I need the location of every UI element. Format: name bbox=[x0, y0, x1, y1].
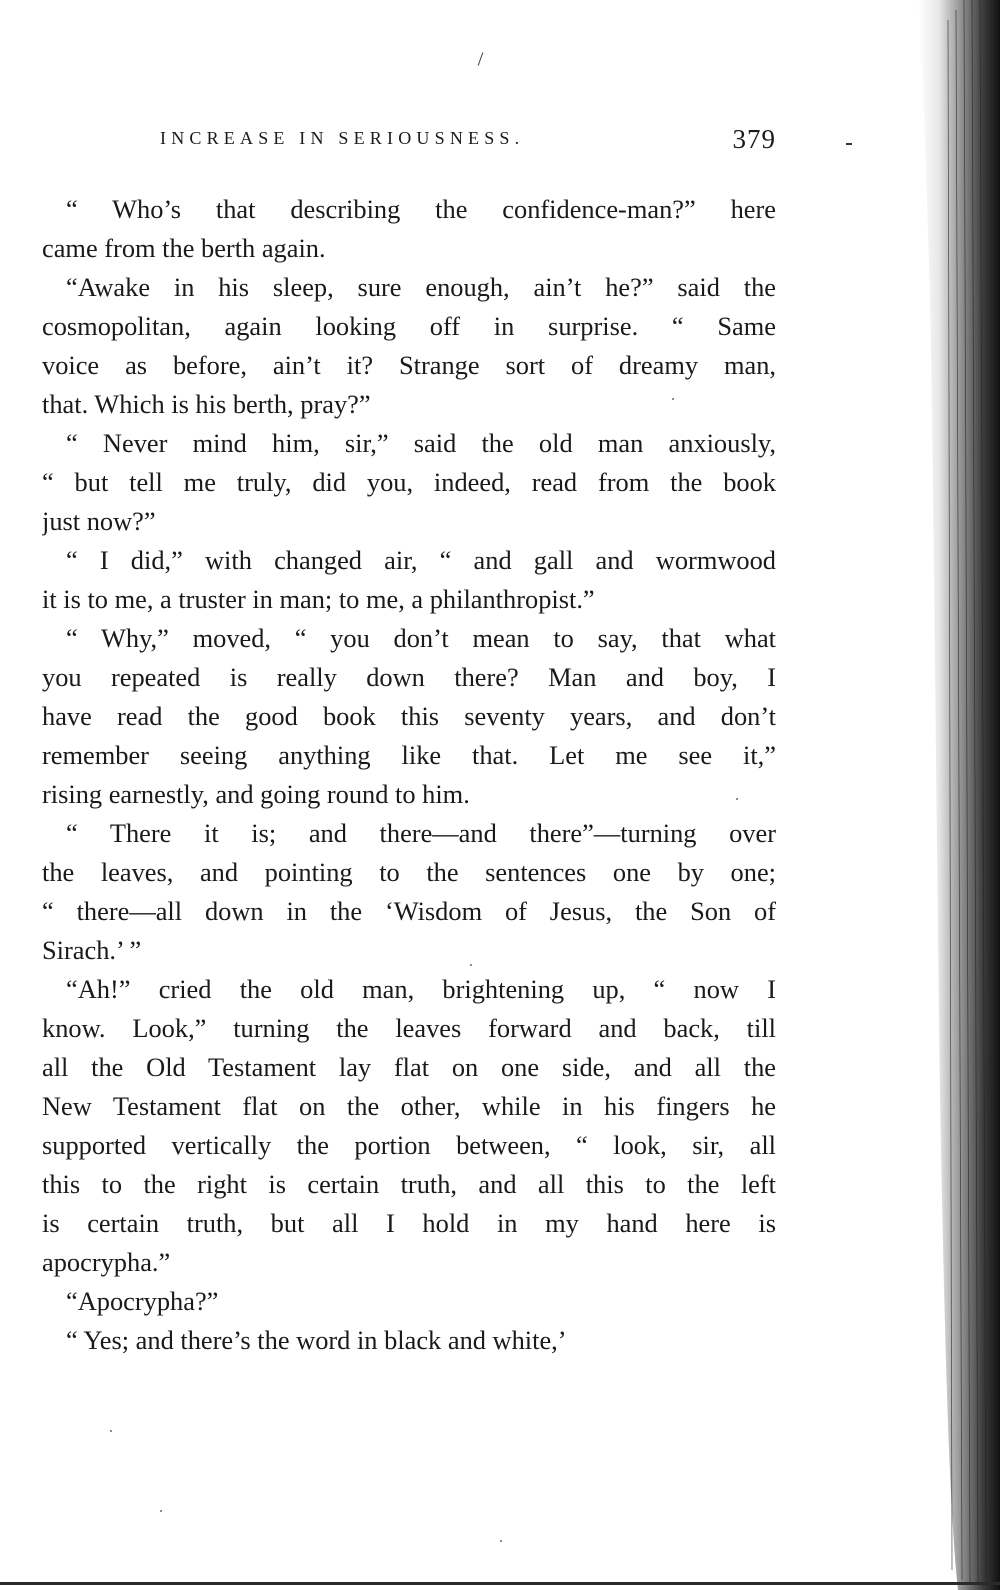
text-line: rising earnestly, and going round to him. bbox=[42, 779, 470, 809]
paragraph bbox=[42, 814, 776, 970]
paragraph bbox=[42, 1321, 776, 1360]
paragraph bbox=[42, 619, 776, 814]
ink-speck bbox=[672, 398, 674, 400]
text-line: “Ah!” cried the old man, brightening up, “ now I bbox=[66, 974, 776, 1004]
margin-tick-mark bbox=[846, 143, 852, 145]
ink-speck bbox=[470, 964, 472, 966]
ink-speck bbox=[160, 1510, 162, 1512]
text-line: remember seeing anything like that. Let me see it,” bbox=[42, 740, 776, 770]
text-line: it is to me, a truster in man; to me, a philanthropist.” bbox=[42, 584, 595, 614]
body-text bbox=[42, 190, 776, 1360]
text-line: Sirach.’ ” bbox=[42, 935, 142, 965]
text-line: cosmopolitan, again looking off in surprise. “ Same bbox=[42, 311, 776, 341]
text-line: “ There it is; and there—and there”—turning over bbox=[66, 818, 776, 848]
text-line: “ Who’s that describing the confidence-man?” here bbox=[66, 194, 776, 224]
text-line: “ but tell me truly, did you, indeed, read from the book bbox=[42, 467, 776, 497]
ink-speck bbox=[110, 1430, 112, 1432]
text-line: “ Why,” moved, “ you don’t mean to say, that what bbox=[66, 623, 776, 653]
text-line: “ Never mind him, sir,” said the old man anxiously, bbox=[66, 428, 776, 458]
text-line: just now?” bbox=[42, 506, 156, 536]
text-line: “Apocrypha?” bbox=[66, 1286, 219, 1316]
text-line: you repeated is really down there? Man and boy, I bbox=[42, 662, 776, 692]
text-line: New Testament flat on the other, while in his fingers he bbox=[42, 1091, 776, 1121]
text-line: this to the right is certain truth, and all this to the left bbox=[42, 1169, 776, 1199]
paragraph bbox=[42, 268, 776, 424]
paragraph bbox=[42, 190, 776, 268]
text-line: voice as before, ain’t it? Strange sort of dreamy man, bbox=[42, 350, 776, 380]
text-line: came from the berth again. bbox=[42, 233, 326, 263]
running-title: INCREASE IN SERIOUSNESS. bbox=[160, 128, 525, 148]
stray-ink-mark bbox=[478, 52, 484, 65]
text-line: that. Which is his berth, pray?” bbox=[42, 389, 371, 419]
paragraph bbox=[42, 541, 776, 619]
text-line: the leaves, and pointing to the sentences one by one; bbox=[42, 857, 776, 887]
page-number: 379 bbox=[732, 124, 776, 154]
text-line: supported vertically the portion between, “ look, sir, all bbox=[42, 1130, 776, 1160]
ink-speck bbox=[736, 798, 738, 800]
text-line: “Awake in his sleep, sure enough, ain’t he?” said the bbox=[66, 272, 776, 302]
ink-speck bbox=[500, 1540, 502, 1542]
text-line: “ there—all down in the ‘Wisdom of Jesus, the Son of bbox=[42, 896, 776, 926]
text-line: is certain truth, but all I hold in my hand here is bbox=[42, 1208, 776, 1238]
text-line: all the Old Testament lay flat on one side, and all the bbox=[42, 1052, 776, 1082]
page-fore-edge bbox=[918, 0, 1000, 1590]
text-line: have read the good book this seventy years, and don’t bbox=[42, 701, 776, 731]
text-line: apocrypha.” bbox=[42, 1247, 171, 1277]
paragraph bbox=[42, 424, 776, 541]
text-line: “ I did,” with changed air, “ and gall and wormwood bbox=[66, 545, 776, 575]
running-head bbox=[160, 124, 776, 160]
text-line: “ Yes; and there’s the word in black and white,’ bbox=[66, 1325, 567, 1355]
text-line: know. Look,” turning the leaves forward and back, till bbox=[42, 1013, 776, 1043]
paragraph bbox=[42, 970, 776, 1282]
paragraph bbox=[42, 1282, 776, 1321]
page-bottom-edge bbox=[0, 1582, 1000, 1585]
